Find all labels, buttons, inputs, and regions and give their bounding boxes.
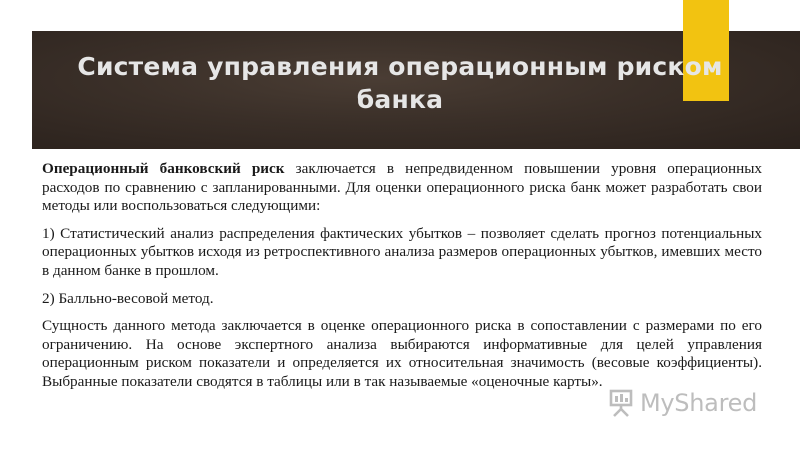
paragraph-method-1 [42,225,762,281]
slide-title: Система управления операционным риском банка [77,52,723,114]
method-2-text: 2) Балльно-весовой метод. [42,289,214,307]
presentation-board-icon [606,388,636,418]
paragraph-method-2 [42,290,762,309]
slide-body [42,160,762,401]
definition-text: заключается в непредвиденном повышении уровня операционных расходов по сравнению с запланированными. Для оценки операционного риска банк может разработать свои методы или воспользоваться следующими: [42,160,762,215]
definition-term: Операционный банковский риск [42,160,285,177]
watermark-text: MyShared [640,389,758,417]
method-essence-text: Сущность данного метода заключается в оценке операционного риска в сопоставлении с размерами по его ограничению. На основе экспертного анализа выбираются информативные для целей управления операционным риском показатели и определяется их относительная значимость (весовые коэффициенты). Выбранные показатели сводятся в таблицы или в так называемые «оценочные карты». [42,317,762,390]
paragraph-method-essence [42,317,762,391]
paragraph-definition [42,160,762,216]
watermark [606,386,757,420]
method-1-text: 1) Статистический анализ распределения фактических убытков – позволяет сделать прогноз потенциальных операционных убытков исходя из ретроспективного анализа размеров операционных убытков, имевших место в данном банке в прошлом. [42,224,762,279]
